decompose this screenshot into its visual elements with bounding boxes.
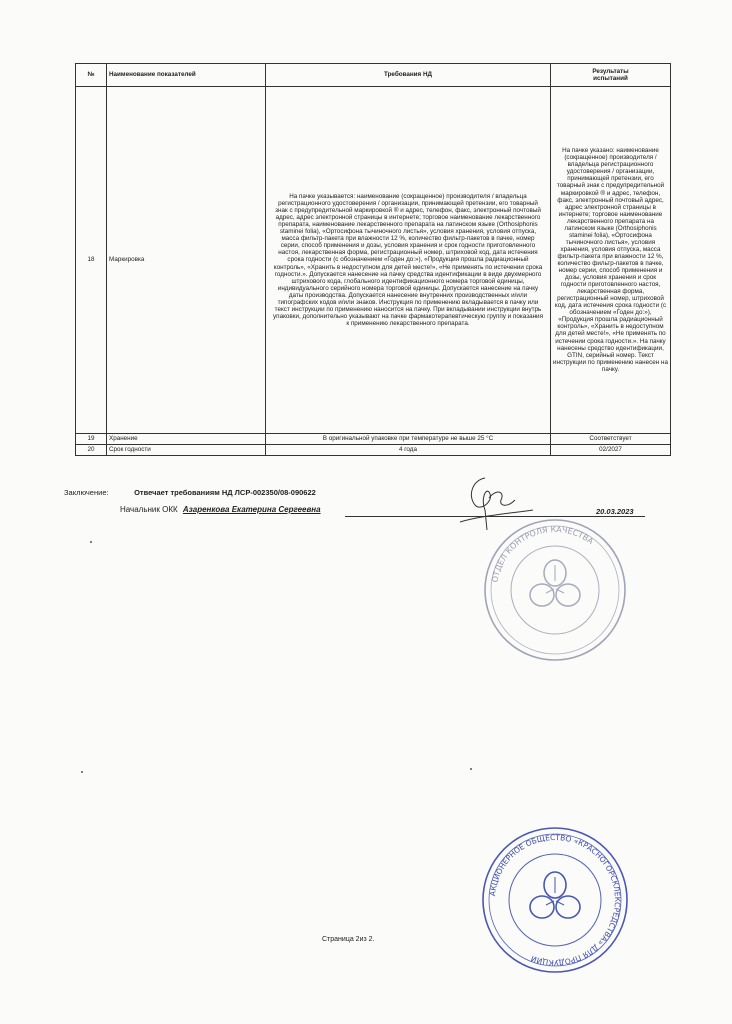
stamp-bottom-ring-text: АКЦИОНЕРНОЕ ОБЩЕСТВО «КРАСНОГОРСКЛЕКСРЕДСТВА» ДЛЯ ПРОДУКЦИИ — [488, 832, 623, 968]
row19-results: Соответствует — [551, 434, 671, 445]
row18-requirements: На пачке указывается: наименование (сокращенное) производителя / владельца регистрационного удостоверения / организации, принимающей претензии, его товарный знак с предупредительной маркировкой ® и адрес, телефон, факс, электронный почтовый адрес, адрес электронной страницы в интернете; торговое наименование лекарственного препарата, наименование лекарственного препарата на латинском языке (Orthosiphonis staminei folia), «Ортосифона тычиночного листья», условия хранения, условия отпуска, масса фильтр-пакета при влажности 12 %, количество фильтр-пакетов в пачке, номер серии, способ применения и дозы, условия хранения и срок годности приготовленного настоя, лекарственная форма, регистрационный номер, штриховой код, дата истечения срока годности (с обозначением «Годен до:»), «Продукция прошла радиационный контроль», «Хранить в недоступном для детей месте!», «Не применять по истечении срока годности.». Допускается нанесение на пачку средства идентификации в виде двухмерного штрихового кода, глобального идентификационного номера торговой единицы, индивидуального серийного номера торговой единицы. Допускается нанесение на пачку даты производства. Допускается нанесение внутренних производственных и/или типографских кодов и/или знаков. Инструкция по применению вкладывается в пачку или текст инструкции по применению наносится на пачку. При вкладывании инструкции внутрь упаковки, дополнительно указывают на пачке фармакотерапевтическую группу и показания к применению лекарственного препарата. — [273, 193, 543, 327]
conclusion — [64, 488, 316, 497]
header-results — [551, 64, 671, 87]
row18-results: На пачке указано: наименование (сокращенное) производителя / владельца регистрационного удостоверения / организации, принимающей претензии, его товарный знак с предупредительной маркировкой ® и адрес, телефон, факс, электронный почтовый адрес, адрес электронной страницы в интернете; торговое наименование лекарственного препарата на латинском языке (Orthosiphonis staminei folia), «Ортосифона тычиночного листья», условия хранения, условия отпуска, масса фильтр-пакета при влажности 12 %, количество фильтр-пакетов в пачке, номер серии, способ применения и дозы, условия хранения и срок годности приготовленного настоя, лекарственная форма, регистрационный номер, штриховой код, дата истечения срока годности (с обозначением «Годен до:»), «Продукция прошла радиационный контроль», «Хранить в недоступном для детей месте!», «Не применять по истечении срока годности.». На пачку нанесены средство идентификации, GTIN, серийный номер. Текст инструкции по применению нанесен на пачку. — [553, 147, 668, 373]
row20-results: 02/2027 — [551, 445, 671, 456]
table-row — [76, 87, 671, 434]
row18-name: Маркировка — [107, 87, 266, 434]
row18-num: 18 — [76, 87, 107, 434]
table-header-row — [76, 64, 671, 87]
row18-results-cell — [551, 87, 671, 434]
signer-title: Начальник ОКК — [120, 505, 178, 514]
stamp-top-ring-text: ОТДЕЛ КОНТРОЛЯ КАЧЕСТВА — [490, 524, 596, 584]
row19-name: Хранение — [107, 434, 266, 445]
signature-date: 20.03.2023 — [596, 507, 634, 516]
row20-name: Срок годности — [107, 445, 266, 456]
results-table — [75, 63, 671, 456]
quality-control-stamp — [480, 515, 630, 665]
scan-speck — [90, 541, 92, 543]
signer-name: Азаренкова Екатерина Сергеевна — [182, 505, 321, 514]
signer-line — [120, 505, 321, 514]
row18-requirements-cell — [266, 87, 551, 434]
header-results-line2: испытаний — [593, 75, 628, 82]
scan-speck — [470, 768, 472, 770]
table-row — [76, 445, 671, 456]
row20-num: 20 — [76, 445, 107, 456]
page-number: Страница 2из 2. — [322, 936, 375, 943]
trefoil-leaf-icon — [530, 872, 580, 918]
scan-speck — [81, 771, 83, 773]
row19-num: 19 — [76, 434, 107, 445]
row19-requirements: В оригинальной упаковке при температуре не выше 25 °С — [266, 434, 551, 445]
company-seal-stamp — [480, 825, 630, 975]
header-num: № — [76, 64, 107, 87]
row20-requirements: 4 года — [266, 445, 551, 456]
header-results-line1: Результаты — [592, 67, 629, 75]
trefoil-leaf-icon — [530, 560, 580, 606]
conclusion-label: Заключение: — [64, 488, 109, 497]
conclusion-value: Отвечает требованиям НД ЛСР-002350/08-090622 — [134, 488, 316, 497]
table-row — [76, 434, 671, 445]
header-name: Наименование показателей — [107, 64, 266, 87]
header-requirements: Требования НД — [266, 64, 551, 87]
